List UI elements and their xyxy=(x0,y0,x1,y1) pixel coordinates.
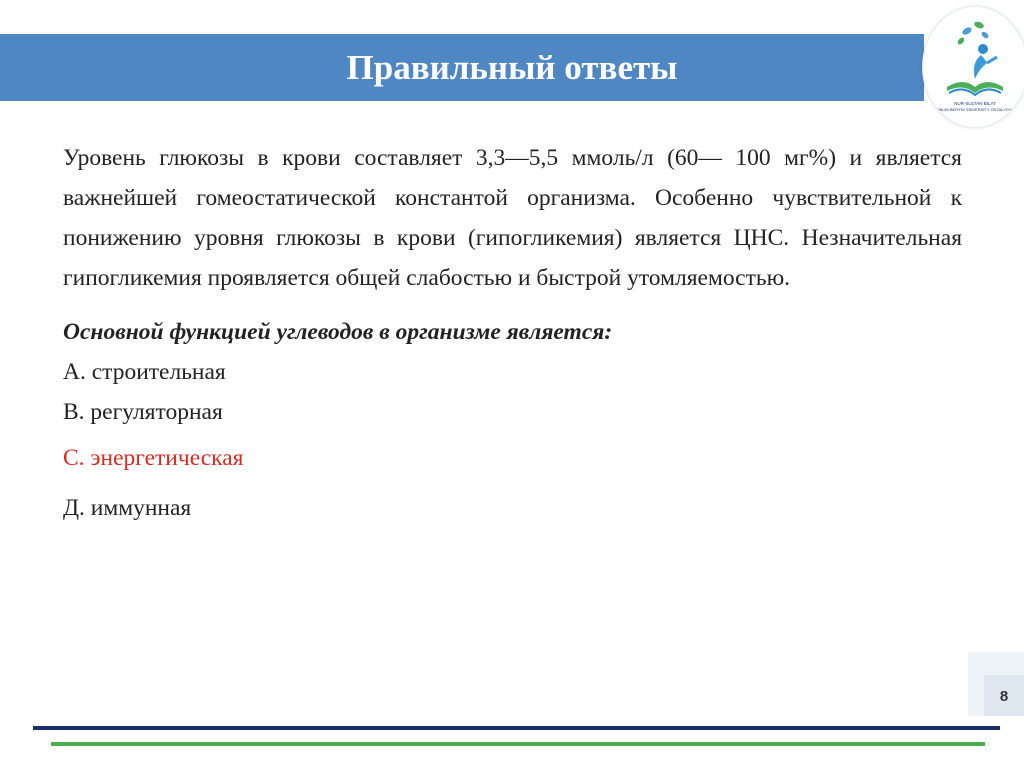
option-b: В. регуляторная xyxy=(63,399,223,425)
slide-title: Правильный ответы xyxy=(346,47,678,87)
page-number: 8 xyxy=(999,688,1009,705)
option-c-correct: С. энергетическая xyxy=(63,445,244,471)
intro-paragraph: Уровень глюкозы в крови составляет 3,3—5,5 ммоль/л (60— 100 мг%) и является важнейшей гомеостатической константой организма. Особенно чувствительной к понижению уровня глюкозы в крови (гипогликемия) является ЦНС. Незначительная гипогликемия проявляется общей слабостью и быстрой утомляемостью. xyxy=(63,145,962,291)
question-text: Основной функцией углеводов в организме является: xyxy=(63,319,613,345)
option-d: Д. иммунная xyxy=(63,495,192,521)
logo-text-2: BILIM BERÝDI ÝNIVERSITY OSTALYGY xyxy=(938,107,1012,112)
slide-content xyxy=(63,138,962,528)
option-a: А. строительная xyxy=(63,359,226,385)
university-logo xyxy=(922,6,1024,128)
footer-line-green xyxy=(51,742,985,746)
logo-text-1: NUR-SULTAN BILAT xyxy=(954,101,996,106)
footer-line-blue xyxy=(33,726,1000,730)
